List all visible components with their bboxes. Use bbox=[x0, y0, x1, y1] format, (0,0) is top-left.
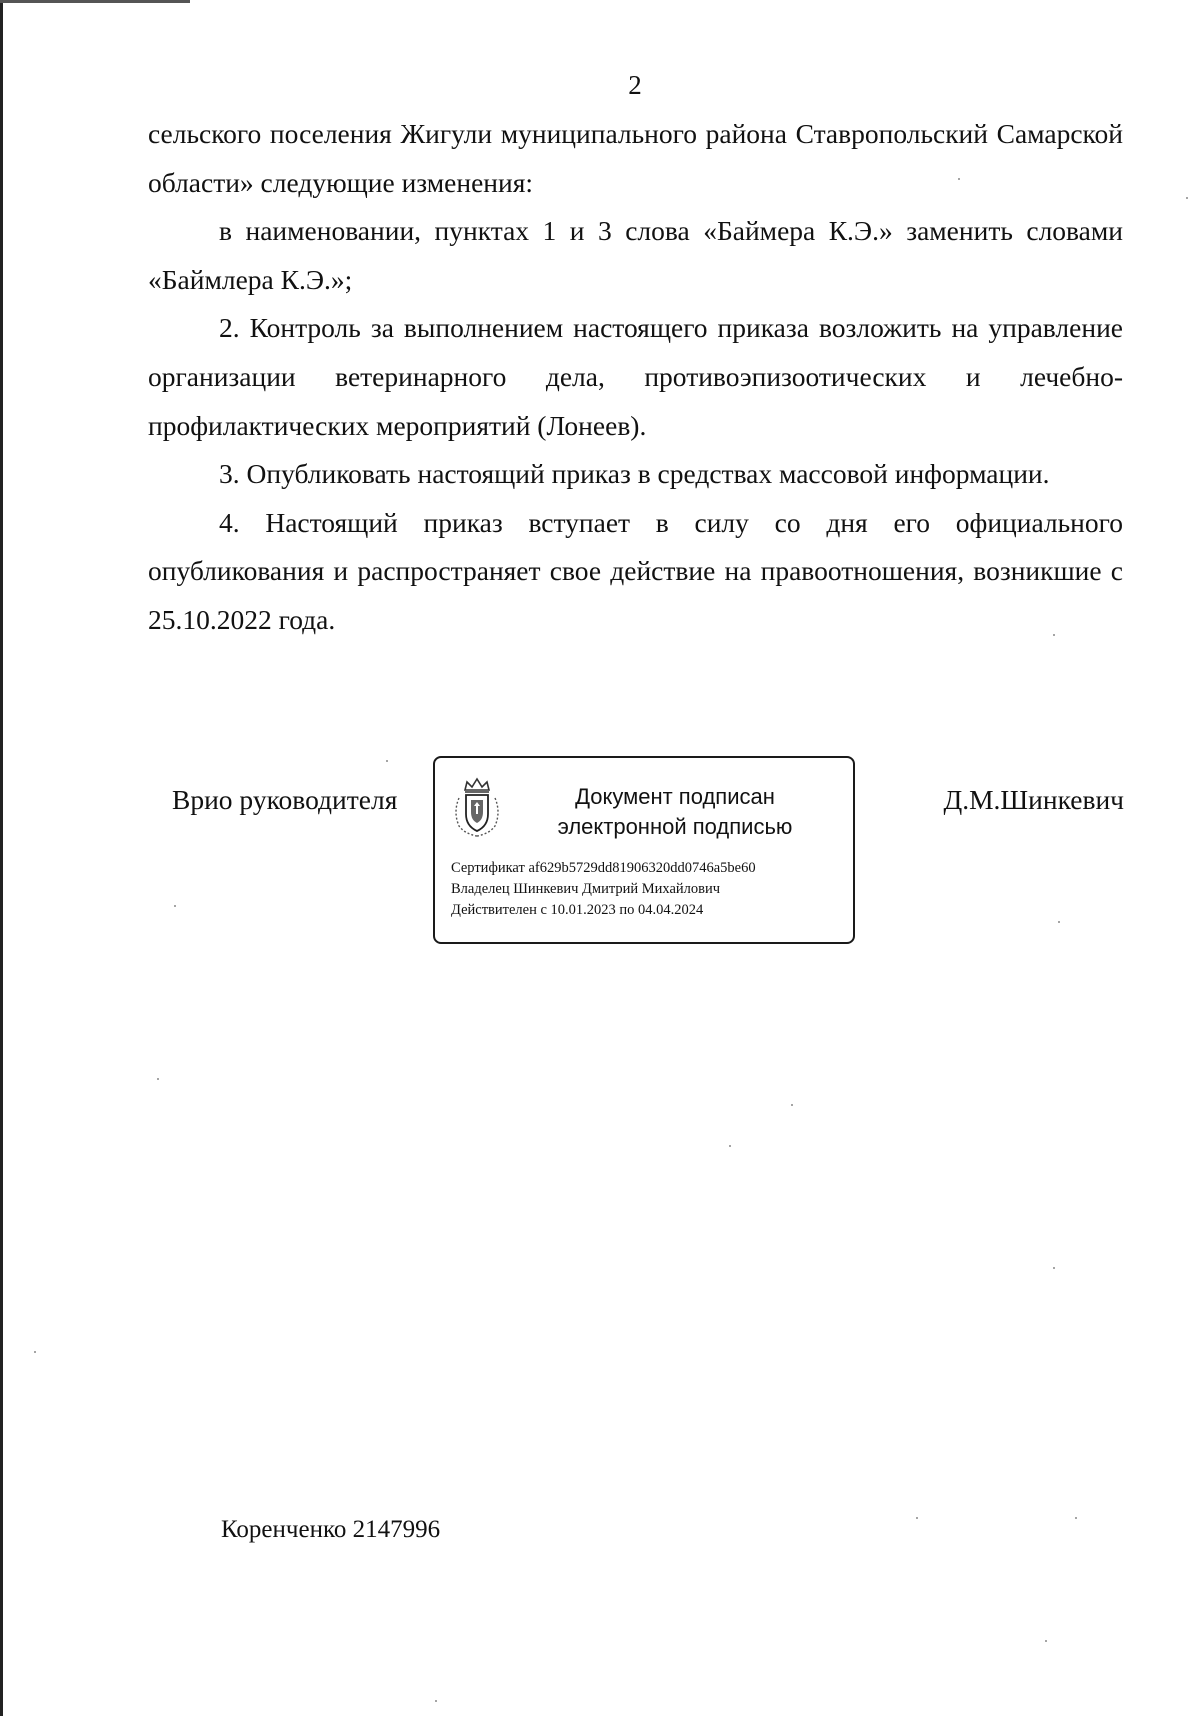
scan-speck bbox=[916, 1517, 918, 1519]
scan-speck bbox=[435, 1700, 437, 1702]
scan-speck bbox=[386, 760, 388, 762]
page-number: 2 bbox=[628, 70, 642, 100]
scan-edge-left bbox=[0, 0, 3, 1716]
stamp-owner: Владелец Шинкевич Дмитрий Михайлович bbox=[451, 881, 721, 897]
signer-name: Д.М.Шинкевич bbox=[943, 784, 1124, 815]
electronic-signature-stamp bbox=[433, 756, 855, 944]
stamp-validity: Действителен с 10.01.2023 по 04.04.2024 bbox=[451, 902, 704, 918]
scan-speck bbox=[174, 905, 176, 907]
scan-speck bbox=[1186, 197, 1188, 199]
paragraph-item-3: 3. Опубликовать настоящий приказ в средствах массовой информации. bbox=[219, 458, 1050, 490]
scan-speck bbox=[34, 1351, 36, 1353]
scan-speck bbox=[1075, 1517, 1077, 1519]
stamp-details bbox=[451, 858, 756, 921]
stamp-heading-line-1: Документ подписан bbox=[575, 784, 775, 809]
paragraph-continuation: сельского поселения Жигули муниципального района Ставропольский Самарской области» следующие изменения: bbox=[148, 118, 1123, 198]
executor-contact: Коренченко 2147996 bbox=[221, 1516, 441, 1543]
document-body bbox=[148, 110, 1123, 645]
scan-speck bbox=[1058, 921, 1060, 923]
scan-speck bbox=[958, 178, 960, 180]
scan-speck bbox=[1045, 1640, 1047, 1642]
coat-of-arms-icon bbox=[451, 776, 503, 840]
paragraph-item-2: 2. Контроль за выполнением настоящего приказа возложить на управление организации ветеринарного дела, противоэпизоотических и лечебно-профилактических мероприятий (Лонеев). bbox=[148, 312, 1123, 441]
scan-speck bbox=[157, 1078, 159, 1080]
scan-speck bbox=[1053, 634, 1055, 636]
paragraph-amendment: в наименовании, пунктах 1 и 3 слова «Баймера К.Э.» заменить словами «Баймлера К.Э.»; bbox=[148, 215, 1123, 295]
stamp-heading-line-2: электронной подписью bbox=[557, 814, 793, 839]
scan-edge-top bbox=[0, 0, 190, 3]
signer-title: Врио руководителя bbox=[172, 784, 398, 815]
stamp-certificate: Сертификат af629b5729dd81906320dd0746a5be60 bbox=[451, 860, 756, 876]
scan-speck bbox=[1053, 1267, 1055, 1269]
scan-speck bbox=[791, 1104, 793, 1106]
scan-speck bbox=[729, 1145, 731, 1147]
paragraph-item-4: 4. Настоящий приказ вступает в силу со дня его официального опубликования и распространяет свое действие на правоотношения, возникшие с 25.10.2022 года. bbox=[148, 506, 1123, 635]
stamp-heading bbox=[525, 782, 825, 842]
